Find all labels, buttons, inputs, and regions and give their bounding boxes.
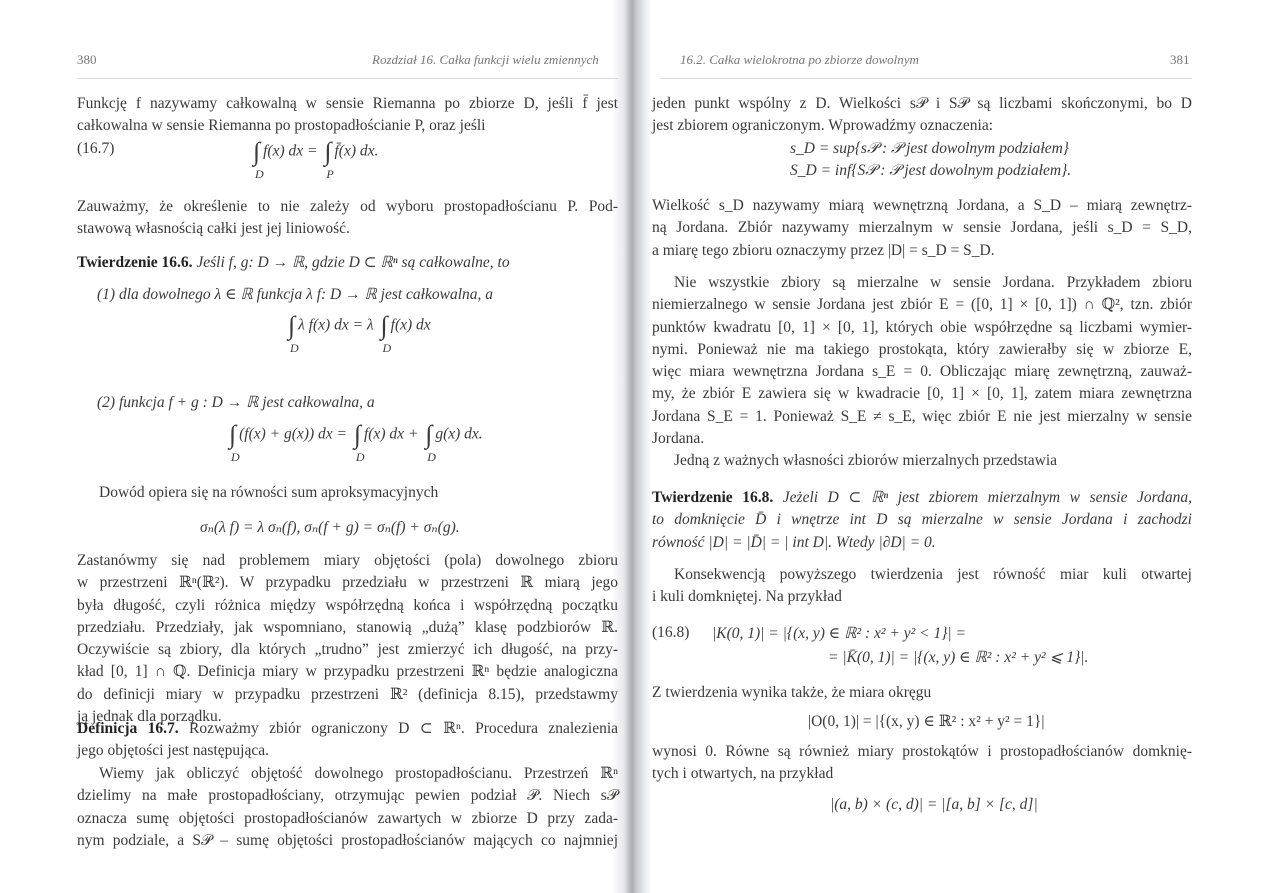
text-line: całkowalna w sensie Riemanna po prostopadłościanie P, oraz jeśli (77, 117, 486, 135)
integral-sign: ∫ D (425, 420, 436, 464)
paragraph (652, 93, 1192, 138)
paragraph (77, 196, 618, 241)
integral-domain: D (382, 341, 392, 355)
integral-domain: D (355, 450, 365, 464)
running-head: 16.2. Całka wielokrotna po zbiorze dowolnym (680, 52, 919, 67)
integral-domain: P (326, 167, 334, 181)
text-line: Wielkość s_D nazywamy miarą wewnętrzną Jordana, a S_D – miarą zewnętrz- (652, 197, 1192, 214)
equation-part: f(x) dx = (263, 142, 318, 160)
text-line: kład [0, 1] ∩ ℚ. Definicja miary w przypadku przestrzeni ℝⁿ będzie analogiczna (77, 663, 618, 681)
equation-16-8-line1: |K(0, 1)| = |{(x, y) ∈ ℝ² : x² + y² < 1}| = (712, 625, 967, 642)
definition-title: Definicja 16.7. (77, 720, 179, 737)
equation-part: f̄(x) dx. (334, 142, 379, 160)
text-line: jego objętości jest następująca. (77, 742, 269, 760)
text-line: do definicji miary w przypadku przestrzeni ℝ² (definicja 8.15), przedstawmy (77, 685, 618, 703)
text-line: jeden punkt wspólny z D. Wielkości s𝒫 i S𝒫 są liczbami skończonymi, bo D (652, 95, 1192, 112)
theorem-title: Twierdzenie 16.8. (652, 489, 774, 506)
equation-rectangles: |(a, b) × (c, d)| = |[a, b] × [c, d]| (830, 796, 1038, 813)
paragraph (652, 741, 1192, 786)
theorem-item-1: (1) dla dowolnego λ ∈ ℝ funkcja λ f: D → ℝ jest całkowalna, a (97, 286, 493, 303)
book-gutter (612, 0, 652, 893)
paragraph (77, 550, 618, 728)
equation-sup: s_D = sup{s𝒫 : 𝒫 jest dowolnym podziałem} (790, 140, 1069, 157)
paragraph (652, 564, 1192, 609)
text-line: dzielimy na małe prostopadłościany, otrzymując pewien podział 𝒫. Niech s𝒫 (77, 787, 618, 805)
text-line: nymi. Ponieważ nie ma takiego prostokąta, który zawierałby się w zbiorze E, (652, 340, 1192, 358)
equation-16-7 (250, 137, 379, 181)
paragraph (77, 763, 618, 852)
text-line: przedziału. Przedziały, jak wspomniano, stanowią „dużą” klasę podzbiorów ℝ. (77, 618, 618, 636)
text-line: Nie wszystkie zbiory są mierzalne w sensie Jordana. Przykładem zbioru (674, 274, 1192, 291)
header-rule (77, 78, 618, 79)
text-line: nym podziale, a S𝒫 – sumę objętości prostopadłościanów mających co najmniej (77, 831, 618, 849)
theorem-16-8 (652, 487, 1192, 554)
equation-label: (16.7) (77, 140, 115, 157)
text-line: Jordana S_E = 1. Ponieważ S_E ≠ s_E, więc zbiór E nie jest mierzalny w sensie (652, 407, 1192, 425)
text-line: punktów kwadratu [0, 1] × [0, 1], których obie współrzędne są liczbami wymier- (652, 318, 1192, 336)
paragraph (652, 272, 1192, 473)
paragraph (652, 195, 1192, 262)
integral-sign: ∫ D (229, 420, 240, 464)
theorem-title: Twierdzenie 16.6. (77, 254, 193, 271)
text-line: Jedną z ważnych własności zbiorów mierzalnych przedstawia (674, 452, 1058, 470)
equation-16-8-line2: = |K̄(0, 1)| = |{(x, y) ∈ ℝ² : x² + y² ⩽ 1}|. (828, 649, 1089, 666)
running-head: Rozdział 16. Całka funkcji wielu zmiennych (372, 52, 599, 67)
text-line: to domknięcie D̄ i wnętrze int D są mierzalne w sensie Jordana i zachodzi (652, 511, 1192, 529)
paragraph: Z twierdzenia wynika także, że miara okręgu (652, 684, 932, 701)
equation-part: (f(x) + g(x)) dx = (239, 425, 347, 443)
header-rule (660, 78, 1192, 79)
integral-sign: ∫ D (253, 137, 264, 181)
text-line: tych i otwartych, na przykład (652, 765, 834, 783)
integral-domain: D (427, 450, 436, 464)
definition-text: Rozważmy zbiór ograniczony D ⊂ ℝⁿ. Procedura znalezienia (188, 720, 619, 737)
equation-sigma: σₙ(λ f) = λ σₙ(f), σₙ(f + g) = σₙ(f) + σₙ(g). (200, 519, 460, 536)
integral-sign: ∫ D (353, 420, 365, 464)
equation-part: g(x) dx. (435, 425, 483, 443)
theorem-text: Jeśli f, g: D → ℝ, gdzie D ⊂ ℝⁿ są całkowalne, to (196, 254, 510, 271)
text-line: ją jednak dla porządku. (77, 708, 222, 726)
text-line: Zastanówmy się nad problemem miary objętości (pola) dowolnego zbioru (77, 552, 618, 569)
text-line: niemierzalnego w sensie Jordana jest zbiór E = ([0, 1] × [0, 1]) ∩ ℚ², tzn. zbiór (652, 296, 1192, 314)
text-line: Oczywiście są zbiory, dla których „trudno” jest zmierzyć ich długość, na przy- (77, 641, 618, 659)
integral-domain: D (290, 341, 299, 355)
text-line: Zauważmy, że określenie to nie zależy od wyboru prostopadłościanu P. Pod- (77, 198, 618, 215)
integral-domain: D (231, 450, 240, 464)
text-line: a miarę tego zbioru oznaczymy przez |D| = s_D = S_D. (652, 241, 995, 259)
text-line: stawową własnością całki jest jej liniowość. (77, 220, 350, 238)
equation-label: (16.8) (652, 624, 690, 641)
theorem-16-6 (77, 252, 618, 274)
text-line: Konsekwencją powyższego twierdzenia jest równość miar kuli otwartej (674, 566, 1192, 583)
text-line (77, 718, 618, 740)
integral-sign: ∫ D (288, 311, 299, 355)
equation-item-1 (285, 311, 431, 355)
text-line: w przestrzeni ℝⁿ(ℝ²). W przypadku przedziału w przestrzeni ℝ miarą jego (77, 574, 618, 592)
equation-inf: S_D = inf{S𝒫 : 𝒫 jest dowolnym podziałem}. (790, 162, 1072, 179)
text-line: wynosi 0. Równe są również miary prostokątów i prostopadłościanów domknię- (652, 743, 1192, 760)
text-line: jest zbiorem ograniczonym. Wprowadźmy oznaczenia: (652, 117, 994, 135)
page-number: 380 (77, 52, 97, 67)
theorem-text: Jeżeli D ⊂ ℝⁿ jest zbiorem mierzalnym w sensie Jordana, (782, 489, 1192, 506)
text-line: Jordana. (652, 430, 705, 448)
text-line (652, 487, 1192, 509)
definition-16-7 (77, 718, 618, 763)
text-line: ną Jordana. Zbiór nazywamy mierzalnym w sensie Jordana, jeśli s_D = S_D, (652, 219, 1192, 237)
text-line: oznacza sumę objętości prostopadłościanów zawartych w zbiorze D przy zada- (77, 809, 618, 827)
equation-item-2 (226, 420, 483, 464)
text-line: była długość, czyli różnica między współrzędną końca i współrzędną początku (77, 596, 618, 614)
text-line: więc miara wewnętrzna Jordana s_E = 0. Obliczając miarę zewnętrzną, zauważ- (652, 363, 1192, 381)
equation-part: f(x) dx + (363, 425, 419, 443)
integral-sign: ∫ D (380, 311, 392, 355)
integral-sign: ∫ P (324, 137, 334, 181)
text-line: Funkcję f nazywamy całkowalną w sensie Riemanna po zbiorze D, jeśli f̄ jest (77, 95, 618, 112)
equation-part: f(x) dx (390, 316, 431, 334)
integral-domain: D (255, 167, 264, 181)
theorem-item-2: (2) funkcja f + g : D → ℝ jest całkowalna, a (97, 394, 375, 411)
text-line: równość |D| = |D̄| = | int D|. Wtedy |∂D| = 0. (652, 533, 936, 551)
text-line: my, że zbiór E zawiera się w kwadracie [0, 1] × [0, 1], zatem miara zewnętrzna (652, 385, 1192, 403)
equation-part: λ f(x) dx = λ (298, 316, 374, 334)
paragraph (77, 93, 618, 138)
equation-circle: |O(0, 1)| = |{(x, y) ∈ ℝ² : x² + y² = 1}| (808, 713, 1045, 730)
page-number: 381 (1170, 52, 1190, 67)
text-line: i kuli domkniętej. Na przykład (652, 588, 842, 606)
paragraph: Dowód opiera się na równości sum aproksymacyjnych (99, 484, 439, 501)
text-line: Wiemy jak obliczyć objętość dowolnego prostopadłościanu. Przestrzeń ℝⁿ (99, 765, 618, 782)
